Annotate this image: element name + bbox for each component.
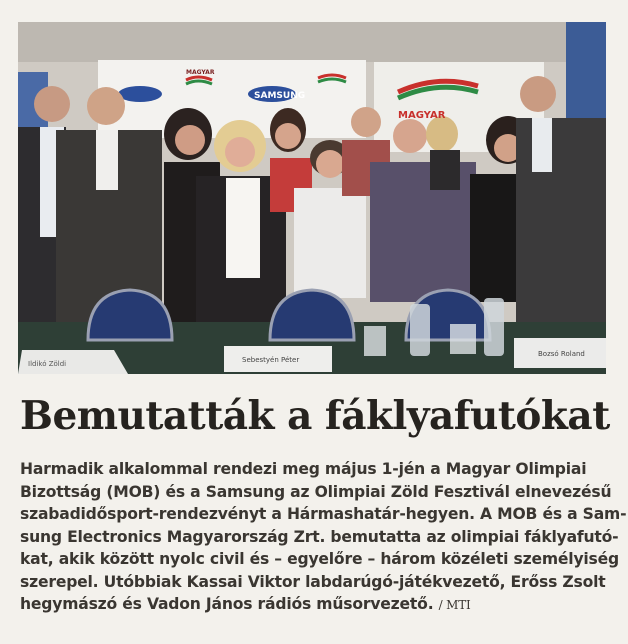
- article-body: [20, 458, 627, 617]
- banner-brand: MAGYAR: [186, 69, 215, 76]
- nameplate: Ildikó Zöldi: [28, 360, 67, 368]
- article-line: Bizottság (MOB) és a Samsung az Olimpiai Zöld Fesztivál elnevezésű: [20, 482, 612, 501]
- banner-brand: SAMSUNG: [254, 91, 306, 101]
- nameplate: Sebestyén Péter: [242, 356, 300, 364]
- article-headline: Bemutatták a fáklyafutókat: [20, 393, 610, 439]
- article-line: szerepel. Utóbbiak Kassai Viktor labdarúgó-játékvezető, Erőss Zsolt: [20, 572, 606, 591]
- group-photo: [18, 22, 606, 374]
- article-last-line: [20, 593, 618, 617]
- article-line: hegymászó és Vadon János rádiós műsorvezető.: [20, 595, 434, 613]
- article-line: kat, akik között nyolc civil és – egyelőre – három közéleti személyiség: [20, 550, 619, 568]
- nameplate: Bozsó Roland: [538, 350, 585, 358]
- source-credit: / MTI: [438, 598, 471, 612]
- article-line: szabadidősport-rendezvényt a Hármashatár-hegyen. A MOB és a Sam-: [20, 505, 627, 523]
- banner-brand: MAGYAR: [398, 110, 446, 121]
- article-line: Harmadik alkalommal rendezi meg május 1-jén a Magyar Olimpiai: [20, 460, 587, 478]
- article-line: sung Electronics Magyarország Zrt. bemutatta az olimpiai fáklyafutó-: [20, 527, 619, 546]
